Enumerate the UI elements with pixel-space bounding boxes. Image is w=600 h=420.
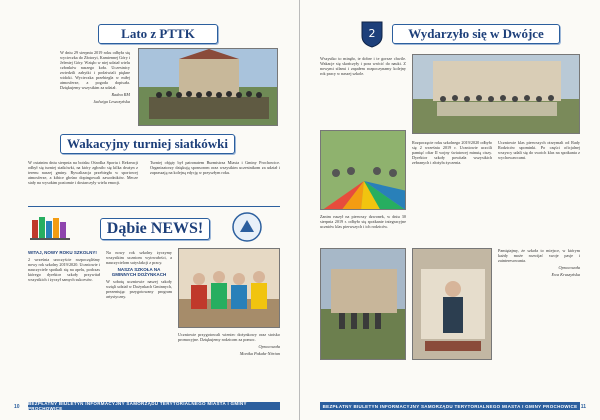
article-title-dabie-news: Dąbie NEWS! (100, 218, 210, 240)
article-text-dabie-col3: Uczniowie przygotowali wieniec dożynkowy oraz stoisko promocyjne. Dziękujemy rodzicom za pomoc. Opracowała Monika Pakuła-Nitrian (178, 332, 280, 356)
article-text-dwojka-col2: Rozpoczęcie roku szkolnego 2019/2020 odbyło się 2 września 2019 r. Uczniowie uczcili pamięć ofiar II wojny światowej minutą ciszy. Dyrektor szkoły powitała wszystkich zebranych i złożyła życzenia. (412, 140, 492, 165)
right-page (300, 0, 600, 420)
school-badge-number: 2 (368, 27, 376, 40)
article-text-dwojka-col1-top: Wszystko to minęło, te dobre i te gorsze chwile. Wakacje się skończyły i pora wrócić do nauki. Z nowymi siłami i zapałem rozpoczynamy kolejny rok pracy w naszej szkole. (320, 56, 406, 76)
article-text-dwojka-col3b: Pamiętajmy, że szkoła to miejsce, w którym każdy może rozwijać swoje pasje i zainteresowania. Opracowała Ewa Kruszyńska (498, 248, 580, 277)
article-text-dwojka-col3: Uczniowie klas pierwszych otrzymali od Rady Rodziców upominki. Po części oficjalnej wszyscy udali się do swoich klas na spotkania z wychowawcami. (498, 140, 580, 160)
right-footer: BEZPŁATNY BIULETYN INFORMACYJNY SAMORZĄDU TERYTORIALNEGO MIASTA I GMINY PROCHOWICE (320, 402, 580, 410)
photo-school-group (412, 54, 580, 134)
school-badge-icon (360, 20, 384, 48)
article-text-dabie-col1: WITAJ, NOWY ROKU SZKOLNY! 2 września uroczyście rozpoczęliśmy nowy rok szkolny 2019/2020. Uczniowie i nauczyciele spotkali się na apelu, podczas którego dyrektor szkoły przywitał wszystkich i życzył samych sukcesów. (28, 250, 100, 282)
article-title-lato-pttk: Lato z PTTK (98, 24, 218, 44)
photo-pttk-trip (138, 48, 278, 126)
photo-ceremony-image (413, 249, 492, 360)
photo-rainbow-image (321, 131, 406, 210)
right-page-number: 11 (580, 404, 586, 410)
photo-dozynki-image (179, 249, 280, 328)
article-text-dabie-col2: Na nowy rok szkolny życzymy wszystkim uczniom wytrwałości, a nauczycielom satysfakcji z pracy. NASZA SZKOŁA NA GMINNYCH DOŻYNKACH W sobotę uczniowie naszej szkoły wzięli udział w Dożynkach Gminnych, prezentując przygotowany program artystyczny. (106, 250, 172, 299)
article-text-lato-pttk: W dniu 29 sierpnia 2019 roku odbyła się wycieczka do Złotoryi, Kamiennej Góry i Jeleniej Góry. Wzięło w niej udział wielu członków naszego koła. Uczestnicy zwiedzili zabytki i podziwiali piękne widoki. Wycieczka przebiegła w miłej atmosferze, a pogoda dopisała. Dziękujemy wszystkim za udział. Radna RM Jadwiga Leszczyńska (60, 50, 130, 104)
books-icon (30, 212, 76, 240)
article-text-turniej-col1: W ostatnim dniu sierpnia na boisku Ośrodka Sportu i Rekreacji odbył się turniej siatkówki, na który zgłosiło się kilka drużyn z terenu naszej gminy. Rywalizacja przebiegła w sportowej atmosferze, a kibice głośno dopingowali zawodników. Mecze stały na wysokim poziomie i dostarczyły wielu emocji. (28, 160, 138, 185)
left-footer: BEZPŁATNY BIULETYN INFORMACYJNY SAMORZĄDU TERYTORIALNEGO MIASTA I GMINY PROCHOWICE (28, 402, 280, 410)
left-page-number: 10 (14, 404, 20, 410)
photo-courtyard-image (321, 249, 406, 360)
article-title-turniej: Wakacyjny turniej siatkówki (60, 134, 235, 154)
photo-ceremony (412, 248, 492, 360)
divider (28, 206, 280, 207)
photo-rainbow-parachute (320, 130, 406, 210)
photo-courtyard (320, 248, 406, 360)
article-text-dwojka-col1-bottom: Zanim ruszył na pierwszy dzwonek, w dniu 30 sierpnia 2019 r. odbyło się spotkanie integracyjne uczniów klas pierwszych i ich rodziców. (320, 214, 406, 229)
school-logo-icon (232, 212, 262, 242)
photo-pttk-image (139, 49, 278, 126)
photo-dozynki (178, 248, 280, 328)
article-title-dwojka: Wydarzyło się w Dwójce (392, 24, 560, 44)
photo-school-group-image (413, 55, 580, 134)
article-text-turniej-col2: Turniej objęty był patronatem Burmistrza Miasta i Gminy Prochowice. Organizatorzy dziękują sponsorom oraz wszystkim uczestnikom za udział i zapraszają na kolejną edycję w przyszłym roku. (150, 160, 280, 175)
